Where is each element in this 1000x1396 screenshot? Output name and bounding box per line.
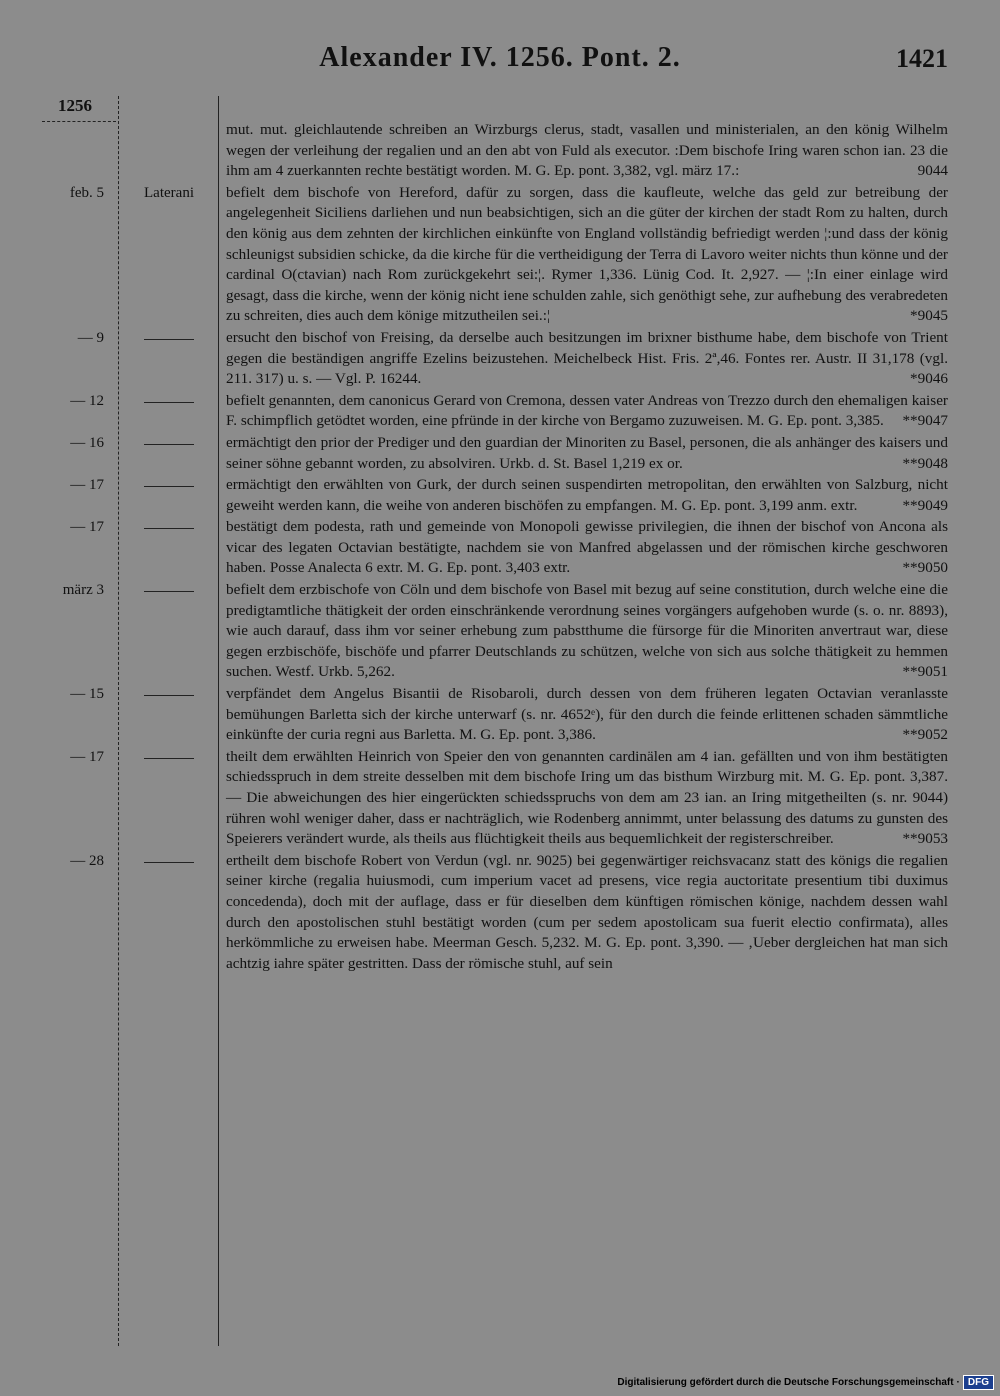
entry-date: — 15 (70, 686, 104, 703)
entry-body: befielt genannten, dem canonicus Gerard von Cremona, dessen vater Andreas von Trezzo durch den ehemaligen kaiser F. schimpflich getödtet worden, eine pfründe in der kirche von Bergamo zuzuweisen. M. G. Ep. pont. 3,385. (226, 391, 948, 430)
running-title: Alexander IV. 1256. Pont. 2. (319, 42, 681, 73)
entry-text (226, 120, 948, 182)
ditto-dash (144, 486, 194, 487)
entry-number: *9046 (910, 370, 948, 388)
entry-number: **9048 (902, 454, 948, 472)
register-entry (0, 517, 1000, 579)
entry-date: — 17 (70, 477, 104, 494)
footer-separator: · (956, 1376, 960, 1388)
entry-text (226, 475, 948, 516)
entry-number: **9047 (902, 412, 948, 430)
register-entry (0, 328, 1000, 390)
ditto-dash (144, 862, 194, 863)
dfg-logo: DFG (963, 1375, 994, 1390)
entry-date: — 17 (70, 748, 104, 765)
entry-text (226, 684, 948, 746)
entry-body: bestätigt dem podesta, rath und gemeinde von Monopoli gewisse privilegien, die ihnen der bischof von Ancona als vicar des legaten Octavian bestätigte, nachdem sie von Manfred abgelassen und der römischen kirche geschworen haben. Posse Analecta 6 extr. M. G. Ep. pont. 3,403 extr. (226, 518, 948, 577)
entry-place (126, 328, 212, 349)
entry-number: 9044 (917, 162, 948, 180)
entry-number: **9052 (902, 726, 948, 744)
footer-credit: Digitalisierung gefördert durch die Deutsche Forschungsgemeinschaft (617, 1376, 954, 1388)
entry-date: feb. 5 (69, 184, 104, 201)
register-entry (0, 580, 1000, 683)
entry-body: ermächtigt den erwählten von Gurk, der durch seinen suspendirten metropolitan, den erwählten von Salzburg, nicht geweiht werden kann, die weihe von anderen bischöfen zu empfangen. M. G. Ep. pont. 3,199 anm. extr. (226, 476, 948, 514)
entry-date: — 17 (70, 519, 104, 536)
register-entry (0, 120, 1000, 182)
ditto-dash (144, 695, 194, 696)
entry-text (226, 747, 948, 850)
entry-place (126, 433, 212, 454)
entry-place (126, 475, 212, 496)
entry-text (226, 183, 948, 327)
register-entry (0, 684, 1000, 746)
register-entry (0, 391, 1000, 432)
entry-text (226, 328, 948, 390)
entry-body: ertheilt dem bischofe Robert von Verdun (vgl. nr. 9025) bei gegenwärtiger reichsvacanz statt des königs die regalien seiner kirche (regalia huiusmodi, cum imperium vacet ad presens, vice regia auctoritate presentium tibi duximus concedenda), doch mit der auflage, dass er für dieselben dem künftigen römischen könige, nachdem dessen wahl durch den apostolischen stuhl bestätigt worden (cum per sedem apostolicam sua fuerit electio confirmata), alles herkömmliche zu erweisen habe. Meerman Gesch. 5,232. M. G. Ep. pont. 3,390. — ‚Ueber dergleichen hat man sich achtzig iahre später gestritten. Dass der römische stuhl, auf sein (226, 851, 948, 972)
entry-text (226, 433, 948, 474)
ditto-dash (144, 758, 194, 759)
register-entry (0, 183, 1000, 327)
entry-date: — 9 (77, 329, 104, 346)
entry-body: ersucht den bischof von Freising, da derselbe auch besitzungen im brixner bisthume habe, dem bischofe von Trient gegen die beständigen angriffe Ezelins beizustehen. Meichelbeck Hist. Fris. 2ª,46. Fontes rer. Austr. II 31,178 (vgl. 211. 317) u. s. — Vgl. P. 16244. (226, 328, 948, 388)
entry-place (126, 391, 212, 412)
entry-date: märz 3 (62, 582, 104, 599)
entry-text (226, 851, 948, 975)
entry-date: — 28 (70, 852, 104, 869)
register-entry (0, 433, 1000, 474)
entry-number: **9051 (902, 663, 948, 681)
entry-place: Laterani (144, 184, 194, 201)
register-entry (0, 747, 1000, 850)
year-label: 1256 (58, 96, 92, 115)
entry-date: — 12 (70, 392, 104, 409)
ditto-dash (144, 402, 194, 403)
entry-body: befielt dem erzbischofe von Cöln und dem bischofe von Basel mit bezug auf seine constitution, durch welche eine die predigtamtliche thätigkeit der orden einschränkende verordnung seines vorgängers aufgehoben wurde (s. o. nr. 8893), wie auch darauf, dass ihm vor seiner erhebung zum pabstthume die fürsorge für die Minoriten anvertraut war, diese gegen erzbischöfe, bischöfe und pfarrer Deutschlands zu schützen, welche von sich aus solche thätigkeit zu hemmen suchen. Westf. Urkb. 5,262. (226, 581, 948, 681)
entry-place (126, 747, 212, 768)
ditto-dash (144, 591, 194, 592)
entry-place (126, 517, 212, 538)
entry-body: mut. mut. gleichlautende schreiben an Wirzburgs clerus, stadt, vasallen und ministerialen, an den könig Wilhelm wegen der verleihung der regalien und an den abt von Fuld als executor. :Dem bischofe Iring waren schon ian. 23 die ihm am 4 zuerkannten rechte bestätigt worden. M. G. Ep. pont. 3,382, vgl. märz 17.: (226, 121, 948, 180)
page-header (0, 42, 1000, 82)
entry-place (126, 851, 212, 872)
entry-number: **9049 (902, 496, 948, 514)
entry-body: verpfändet dem Angelus Bisantii de Risobaroli, durch dessen von dem früheren legaten Octavian veranlasste bemühungen Barletta sich der kirche unterwarf (s. nr. 4652ᵉ), für den durch die feinde erlittenen schaden sämmtliche einkünfte der curia regni aus Barletta. M. G. Ep. pont. 3,386. (226, 685, 948, 744)
entry-body: befielt dem bischofe von Hereford, dafür zu sorgen, dass die kaufleute, welche das geld zur betreibung der angelegenheit Siciliens darliehen und nun beabsichtigen, sich an die güter der kirchen der stadt Rom zu halten, durch den könig aus dem zehnten der kirchlichen einkünfte von England vollständig befriedigt werden ¦:und dass der könig schleunigst subsidien schicke, da die kirche für die vertheidigung der Terra di Lavoro weiter nichts thun könne und der cardinal O(ctavian) nach Rom zurückgekehrt sei:¦. Rymer 1,336. Lünig Cod. It. 2,927. — ¦:In einer einlage wird gesagt, dass die kirche, wenn der könig nicht iene schulden zahle, sich genöthigt sehe, zur aufhebung des verabredeten zu schreiten, dies auch dem könige mitzutheilen sei.:¦ (226, 183, 948, 325)
entry-text (226, 580, 948, 683)
page-number: 1421 (896, 44, 948, 73)
ditto-dash (144, 444, 194, 445)
entry-body: theilt dem erwählten Heinrich von Speier den von genannten cardinälen am 4 ian. gefällten und von ihm bestätigten schiedsspruch in dem streite desselben mit dem bischofe Iring um das bisthum Wirzburg mit. M. G. Ep. pont. 3,387. — Die abweichungen des hier eingerückten schiedsspruchs von dem am 23 ian. an Iring mitgetheilten (s. nr. 9044) rühren wohl weniger daher, dass er nachträglich, wie Rodenberg annimmt, unter belassung des datums zu gunsten des Speierers verändert wurde, als theils aus flüchtigkeit theils aus bequemlichkeit der registerschreiber. (226, 747, 948, 848)
entry-number: **9053 (902, 830, 948, 848)
digitization-footer (617, 1374, 994, 1390)
entry-number: *9045 (910, 307, 948, 325)
entry-text (226, 517, 948, 579)
entry-place (126, 580, 212, 601)
entry-place (126, 684, 212, 705)
register-entry (0, 475, 1000, 516)
ditto-dash (144, 339, 194, 340)
ditto-dash (144, 528, 194, 529)
entry-text (226, 391, 948, 432)
entry-date: — 16 (70, 434, 104, 451)
register-entry (0, 851, 1000, 975)
entry-body: ermächtigt den prior der Prediger und den guardian der Minoriten zu Basel, personen, die als anhänger des kaisers und seiner söhne gebannt worden, zu absolviren. Urkb. d. St. Basel 1,219 ex or. (226, 433, 948, 472)
register-entries (0, 120, 1000, 975)
entry-number: **9050 (902, 559, 948, 577)
